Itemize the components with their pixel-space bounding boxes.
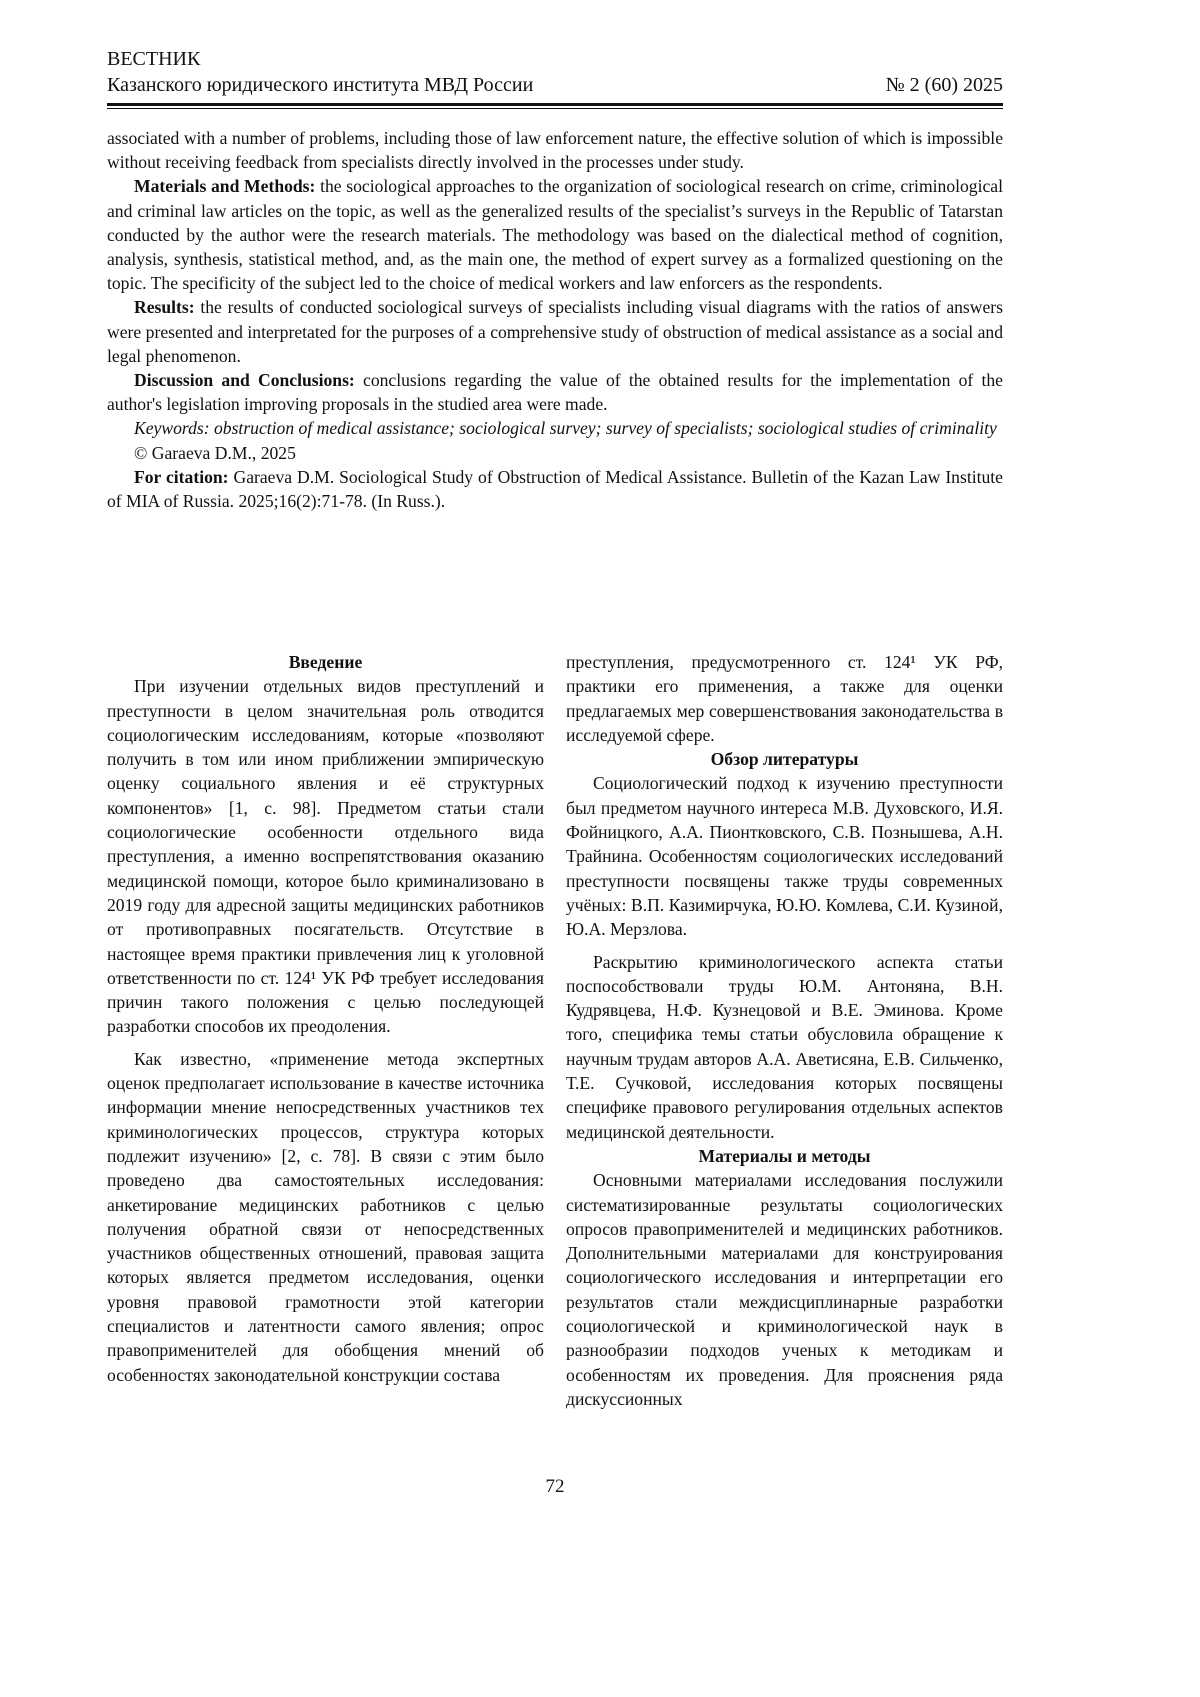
abstract-citation (107, 465, 1003, 513)
results-label: Results: (134, 297, 195, 317)
page-number: 72 (0, 1476, 1110, 1498)
paragraph: Социологический подход к изучению преступности был предметом научного интереса М.В. Духовского, И.Я. Фойницкого, А.А. Пионтковского, С.В. Познышева, А.Н. Трайнина. Особенностям социологических исследований преступности посвящены также труды современных учёных: В.П. Казимирчука, Ю.Ю. Комлева, С.И. Кузиной, Ю.А. Мерзлова. (566, 771, 1003, 941)
abstract-results (107, 295, 1003, 368)
citation-text: Garaeva D.M. Sociological Study of Obstruction of Medical Assistance. Bulletin of the Kazan Law Institute of MIA of Russia. 2025;16(2):71-78. (In Russ.). (107, 467, 1003, 511)
right-column (566, 650, 1003, 1411)
section-heading-literature-review: Обзор литературы (566, 747, 1003, 771)
results-text: the results of conducted sociological surveys of specialists including visual diagrams with the ratios of answers were presented and interpretated for the purposes of a comprehensive study of obstruction of medical assistance as a social and legal phenomenon. (107, 297, 1003, 365)
keywords-text: : obstruction of medical assistance; sociological survey; survey of specialists; sociological studies of criminality (204, 418, 997, 438)
paragraph: Раскрытию криминологического аспекта статьи поспособствовали труды Ю.М. Антоняна, В.Н. Кудрявцева, Н.Ф. Кузнецовой и В.Е. Эминова. Кроме того, специфика темы статьи обусловила обращение к научным трудам авторов А.А. Аветисяна, Е.В. Сильченко, Т.Е. Сучковой, исследования которых посвящены специфике правового регулирования отдельных аспектов медицинской деятельности. (566, 950, 1003, 1144)
section-heading-introduction: Введение (107, 650, 544, 674)
english-abstract (107, 126, 1003, 513)
left-column (107, 650, 544, 1387)
materials-text: the sociological approaches to the organization of sociological research on crime, criminological and criminal law articles on the topic, as well as the generalized results of the specialist’s surveys in the Republic of Tatarstan conducted by the author were the research materials. The methodology was based on the dialectical method of cognition, analysis, synthesis, statistical method, and, as the main one, the method of expert survey as a formalized questioning on the topic. The specificity of the subject led to the choice of medical workers and law enforcers as the respondents. (107, 176, 1003, 293)
paragraph: Как известно, «применение метода экспертных оценок предполагает использование в качестве источника информации мнение непосредственных участников тех криминологических процессов, структура которых подлежит изучению» [2, с. 78]. В связи с этим было проведено два самостоятельных исследования: анкетирование медицинских работников с целью получения обратной связи от непосредственных участников общественных отношений, правовая защита которых является предметом исследования, оценки уровня правовой грамотности этой категории специалистов и латентности самого явления; опрос правоприменителей для обобщения мнений об особенностях законодательной конструкции состава (107, 1047, 544, 1387)
abstract-keywords (107, 416, 1003, 440)
citation-label: For citation: (134, 467, 229, 487)
abstract-intro: associated with a number of problems, including those of law enforcement nature, the effective solution of which is impossible without receiving feedback from specialists directly involved in the processes under study. (107, 126, 1003, 174)
paragraph: При изучении отдельных видов преступлений и преступности в целом значительная роль отводится социологическим исследованиям, которые «позволяют получить в том или ином приближении эмпирическую оценку социального явления и её структурных компонентов» [1, с. 98]. Предметом статьи стали социологические особенности отдельного вида преступления, а именно воспрепятствования оказанию медицинской помощи, которое было криминализовано в 2019 году для адресной защиты медицинских работников от противоправных посягательств. Отсутствие в настоящее время практики привлечения лиц к уголовной ответственности по ст. 124¹ УК РФ требует исследования причин такого положения с целью последующей разработки способов их преодоления. (107, 674, 544, 1038)
header-rule-thin (107, 108, 1003, 109)
discussion-label: Discussion and Conclusions: (134, 370, 355, 390)
journal-title: ВЕСТНИК (107, 46, 1003, 72)
copyright: © Garaeva D.M., 2025 (107, 441, 1003, 465)
running-header (107, 46, 1003, 98)
section-heading-materials-methods: Материалы и методы (566, 1144, 1003, 1168)
header-rule-thick (107, 103, 1003, 106)
institute-name: Казанского юридического института МВД России (107, 72, 533, 98)
discussion-text: conclusions regarding the value of the obtained results for the implementation of the author's legislation improving proposals in the studied area were made. (107, 370, 1003, 414)
abstract-materials (107, 174, 1003, 295)
issue-number: № 2 (60) 2025 (886, 72, 1003, 98)
keywords-label: Keywords (134, 418, 204, 438)
paragraph: Основными материалами исследования послужили систематизированные результаты социологических опросов правоприменителей и медицинских работников. Дополнительными материалами для конструирования социологического исследования и интерпретации его результатов стали междисциплинарные разработки социологической и криминологической наук в разнообразии подходов ученых к методикам и особенностям их проведения. Для прояснения ряда дискуссионных (566, 1168, 1003, 1411)
paragraph-continued: преступления, предусмотренного ст. 124¹ УК РФ, практики его применения, а также для оценки предлагаемых мер совершенствования законодательства в исследуемой сфере. (566, 650, 1003, 747)
materials-label: Materials and Methods: (134, 176, 315, 196)
abstract-discussion (107, 368, 1003, 416)
